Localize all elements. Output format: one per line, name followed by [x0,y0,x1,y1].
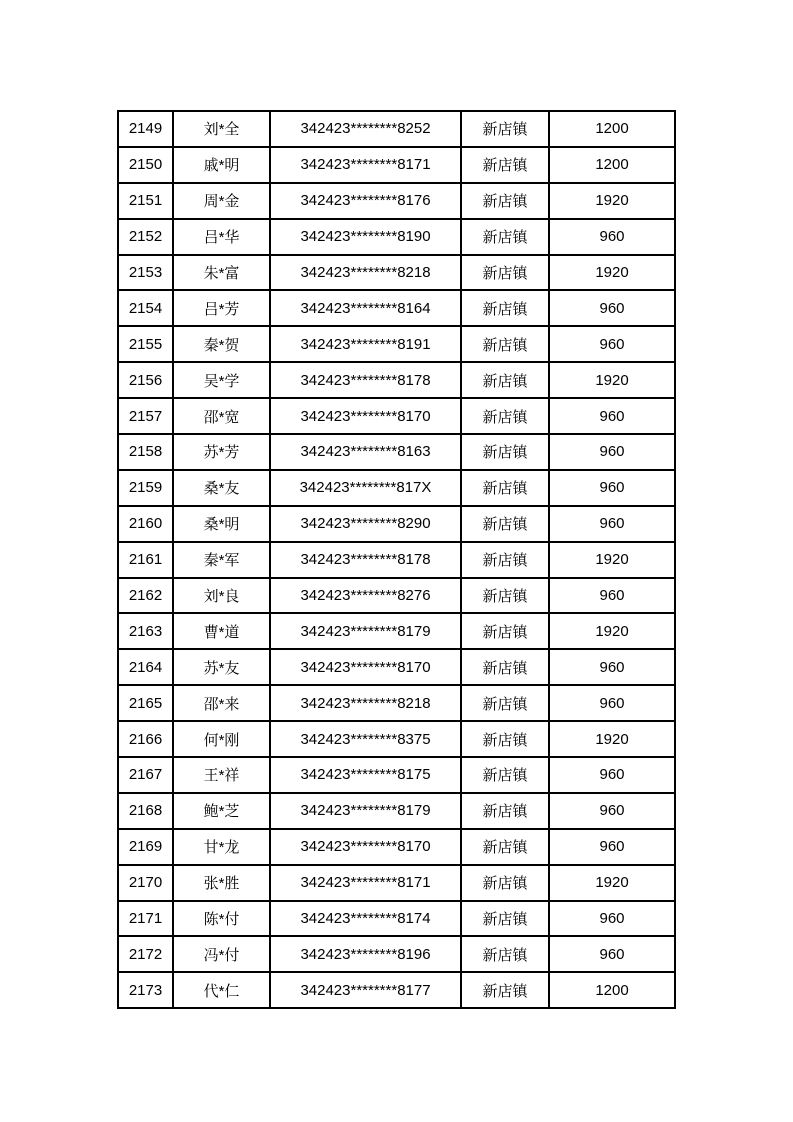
table-row [118,829,675,865]
town-cell: 新店镇 [461,506,549,542]
amount-cell: 960 [549,757,675,793]
serial-cell: 2164 [118,649,173,685]
town-cell: 新店镇 [461,721,549,757]
serial-cell: 2159 [118,470,173,506]
table-row [118,721,675,757]
amount-cell: 960 [549,506,675,542]
id-number-cell: 342423********8174 [270,901,461,937]
table-row [118,613,675,649]
name-cell: 苏*芳 [173,434,270,470]
id-number-cell: 342423********8170 [270,649,461,685]
table-row [118,936,675,972]
id-number-cell: 342423********8164 [270,290,461,326]
serial-cell: 2168 [118,793,173,829]
id-number-cell: 342423********8178 [270,362,461,398]
name-cell: 代*仁 [173,972,270,1008]
id-number-cell: 342423********8176 [270,183,461,219]
serial-cell: 2170 [118,865,173,901]
id-number-cell: 342423********8196 [270,936,461,972]
id-number-cell: 342423********8375 [270,721,461,757]
serial-cell: 2160 [118,506,173,542]
table-row [118,434,675,470]
name-cell: 陈*付 [173,901,270,937]
table-body [118,111,675,1008]
amount-cell: 960 [549,326,675,362]
town-cell: 新店镇 [461,613,549,649]
town-cell: 新店镇 [461,793,549,829]
id-number-cell: 342423********8170 [270,398,461,434]
name-cell: 秦*军 [173,542,270,578]
table-row [118,398,675,434]
name-cell: 桑*明 [173,506,270,542]
town-cell: 新店镇 [461,255,549,291]
table-row [118,793,675,829]
amount-cell: 1920 [549,255,675,291]
id-number-cell: 342423********8170 [270,829,461,865]
town-cell: 新店镇 [461,290,549,326]
id-number-cell: 342423********8171 [270,865,461,901]
serial-cell: 2171 [118,901,173,937]
amount-cell: 960 [549,936,675,972]
serial-cell: 2163 [118,613,173,649]
name-cell: 邵*来 [173,685,270,721]
town-cell: 新店镇 [461,434,549,470]
serial-cell: 2150 [118,147,173,183]
beneficiary-table [117,110,676,1009]
town-cell: 新店镇 [461,757,549,793]
town-cell: 新店镇 [461,901,549,937]
amount-cell: 960 [549,398,675,434]
name-cell: 鲍*芝 [173,793,270,829]
name-cell: 周*金 [173,183,270,219]
amount-cell: 960 [549,219,675,255]
town-cell: 新店镇 [461,685,549,721]
table-row [118,290,675,326]
id-number-cell: 342423********8178 [270,542,461,578]
table-row [118,183,675,219]
id-number-cell: 342423********8179 [270,613,461,649]
name-cell: 冯*付 [173,936,270,972]
amount-cell: 960 [549,685,675,721]
amount-cell: 1200 [549,111,675,147]
table-row [118,972,675,1008]
serial-cell: 2161 [118,542,173,578]
table-row [118,578,675,614]
serial-cell: 2158 [118,434,173,470]
serial-cell: 2151 [118,183,173,219]
amount-cell: 1920 [549,865,675,901]
name-cell: 吕*华 [173,219,270,255]
name-cell: 吴*学 [173,362,270,398]
amount-cell: 960 [549,829,675,865]
id-number-cell: 342423********8218 [270,685,461,721]
table-row [118,865,675,901]
name-cell: 吕*芳 [173,290,270,326]
amount-cell: 960 [549,578,675,614]
amount-cell: 1920 [549,362,675,398]
id-number-cell: 342423********8252 [270,111,461,147]
table-row [118,111,675,147]
id-number-cell: 342423********8175 [270,757,461,793]
town-cell: 新店镇 [461,865,549,901]
amount-cell: 960 [549,793,675,829]
id-number-cell: 342423********8163 [270,434,461,470]
name-cell: 桑*友 [173,470,270,506]
amount-cell: 1920 [549,183,675,219]
serial-cell: 2149 [118,111,173,147]
amount-cell: 960 [549,470,675,506]
town-cell: 新店镇 [461,470,549,506]
name-cell: 刘*良 [173,578,270,614]
town-cell: 新店镇 [461,219,549,255]
town-cell: 新店镇 [461,111,549,147]
amount-cell: 1920 [549,613,675,649]
name-cell: 秦*贺 [173,326,270,362]
serial-cell: 2154 [118,290,173,326]
serial-cell: 2156 [118,362,173,398]
amount-cell: 1920 [549,721,675,757]
serial-cell: 2173 [118,972,173,1008]
town-cell: 新店镇 [461,829,549,865]
name-cell: 曹*道 [173,613,270,649]
serial-cell: 2162 [118,578,173,614]
table-row [118,542,675,578]
amount-cell: 960 [549,649,675,685]
name-cell: 甘*龙 [173,829,270,865]
serial-cell: 2153 [118,255,173,291]
serial-cell: 2169 [118,829,173,865]
serial-cell: 2165 [118,685,173,721]
serial-cell: 2155 [118,326,173,362]
name-cell: 何*刚 [173,721,270,757]
town-cell: 新店镇 [461,398,549,434]
id-number-cell: 342423********8177 [270,972,461,1008]
serial-cell: 2152 [118,219,173,255]
name-cell: 刘*全 [173,111,270,147]
table-row [118,757,675,793]
serial-cell: 2172 [118,936,173,972]
id-number-cell: 342423********8276 [270,578,461,614]
id-number-cell: 342423********8179 [270,793,461,829]
name-cell: 朱*富 [173,255,270,291]
name-cell: 苏*友 [173,649,270,685]
table-row [118,255,675,291]
amount-cell: 960 [549,901,675,937]
id-number-cell: 342423********8290 [270,506,461,542]
id-number-cell: 342423********817X [270,470,461,506]
name-cell: 戚*明 [173,147,270,183]
table-row [118,649,675,685]
table-row [118,219,675,255]
serial-cell: 2167 [118,757,173,793]
amount-cell: 1920 [549,542,675,578]
table-row [118,470,675,506]
id-number-cell: 342423********8171 [270,147,461,183]
name-cell: 张*胜 [173,865,270,901]
table-row [118,326,675,362]
town-cell: 新店镇 [461,972,549,1008]
table-row [118,362,675,398]
town-cell: 新店镇 [461,649,549,685]
town-cell: 新店镇 [461,578,549,614]
town-cell: 新店镇 [461,542,549,578]
amount-cell: 960 [549,290,675,326]
table-row [118,685,675,721]
id-number-cell: 342423********8190 [270,219,461,255]
amount-cell: 1200 [549,147,675,183]
town-cell: 新店镇 [461,183,549,219]
amount-cell: 960 [549,434,675,470]
town-cell: 新店镇 [461,936,549,972]
id-number-cell: 342423********8218 [270,255,461,291]
table-row [118,901,675,937]
serial-cell: 2166 [118,721,173,757]
table-row [118,506,675,542]
table-row [118,147,675,183]
town-cell: 新店镇 [461,326,549,362]
town-cell: 新店镇 [461,147,549,183]
amount-cell: 1200 [549,972,675,1008]
serial-cell: 2157 [118,398,173,434]
name-cell: 王*祥 [173,757,270,793]
id-number-cell: 342423********8191 [270,326,461,362]
town-cell: 新店镇 [461,362,549,398]
name-cell: 邵*宽 [173,398,270,434]
